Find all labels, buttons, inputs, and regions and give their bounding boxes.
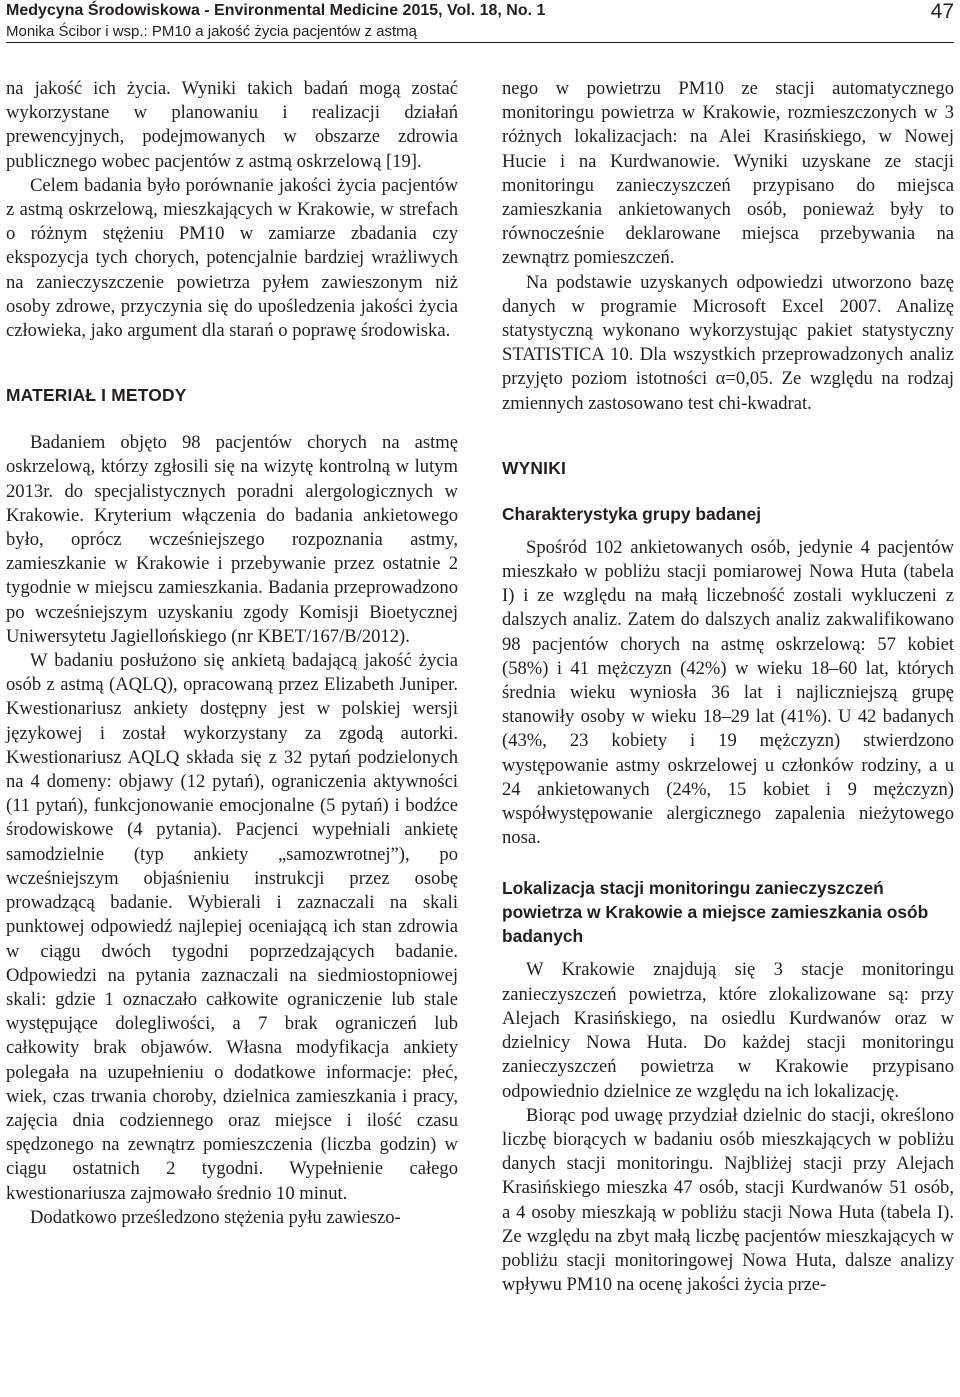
paragraph-intro-continued: na jakość ich życia. Wyniki takich badań mogą zostać wykorzystane w planowaniu i realizacji działań prewencyjnych, podejmowanych w obszarze zdrowia publicznego wobec pacjentów z astmą oskrzelową [19].: [6, 78, 458, 172]
paragraph-study-group: Badaniem objęto 98 pacjentów chorych na astmę oskrzelową, którzy zgłosili się na wizytę kontrolną w lutym 2013r. do specjalistycznych poradni alergologicznych w Krakowie. Kryterium włączenia do badania ankietowego było, oprócz wcześniejszego rozpoznania astmy, zamieszkanie w Krakowie i przebywanie przez ostatnie 2 tygodnie w miejscu zamieszkania. Badania przeprowadzono po wcześniejszym uzyskaniu zgody Komisji Bioetycznej Uniwersytetu Jagiellońskiego (nr KBET/167/B/2012).: [6, 432, 458, 647]
header-divider: [6, 42, 954, 43]
paragraph-statistics: Na podstawie uzyskanych odpowiedzi utworzono bazę danych w programie Microsoft Excel 2007. Analizę statystyczną wykonano wykorzystując pakiet statystyczny STATISTICA 10. Dla wszystkich przeprowadzonych analiz przyjęto poziom istotności α=0,05. Ze względu na rodzaj zmiennych zastosowano test chi-kwadrat.: [502, 271, 954, 414]
paragraph-monitoring-stations: nego w powietrzu PM10 ze stacji automatycznego monitoringu powietrza w Krakowie, rozmieszczonych w 3 różnych lokalizacjach: na Alei Krasińskiego, w Nowej Hucie i na Kurdwanowie. Wyniki uzyskane ze stacji monitoringu zanieczyszczeń przypisano do miejsca zamieszkania ankietowanych osób, ponieważ były to równocześnie deklarowane miejsca przebywania na zewnątrz pomieszczeń.: [502, 78, 954, 269]
subheading-station-location: Lokalizacja stacji monitoringu zanieczyszczeń powietrza w Krakowie a miejsce zamieszkania osób badanych: [502, 878, 929, 947]
paragraph-group-characteristics: Spośród 102 ankietowanych osób, jedynie 4 pacjentów mieszkało w pobliżu stacji pomiarowej Nowa Huta (tabela I) i ze względu na małą liczebność zostali wykluczeni z dalszych analiz. Zatem do dalszych analiz zakwalifikowano 98 pacjentów chorych na astmę oskrzelową: 57 kobiet (58%) i 41 mężczyzn (42%) w wieku 18–60 lat, których średnia wieku wyniosła 36 lat i najliczniejszą grupę stanowiły osoby w wieku 18–29 lat (41%). U 42 badanych (43%, 23 kobiety i 19 mężczyzn) stwierdzono występowanie astmy oskrzelowej u członków rodziny, a u 24 ankietowanych (24%, 15 kobiet i 9 mężczyzn) współwystępowanie alergicznego zapalenia nieżytowego nosa.: [502, 536, 954, 849]
left-column: [6, 77, 458, 1230]
paragraph-pm10-tracking: Dodatkowo prześledzono stężenia pyłu zawieszo-: [30, 1206, 401, 1228]
running-title: Monika Ścibor i wsp.: PM10 a jakość życia pacjentów z astmą: [6, 23, 417, 40]
paragraph-district-assignment: Biorąc pod uwagę przydział dzielnic do stacji, określono liczbę biorących w badaniu osób mieszkających w pobliżu danych stacji monitoringu. Najbliżej stacji przy Alejach Krasińskiego mieszka 47 osób, stacji Kurdwanów 51 osób, a 4 osoby mieszkają w pobliżu stacji Nowa Huta (tabela I). Ze względu na zbyt małą liczbę pacjentów mieszkających w pobliżu stacji monitoringowej Nowa Huta, dalsze analizy wpływu PM10 na ocenę jakości życia prze-: [502, 1104, 954, 1296]
section-heading-methods: MATERIAŁ I METODY: [6, 385, 187, 406]
running-header: [6, 0, 954, 44]
page-number: 47: [930, 0, 954, 23]
right-column: [502, 77, 954, 1297]
paragraph-stations-krakow: W Krakowie znajdują się 3 stacje monitoringu zanieczyszczeń powietrza, które zlokalizowane są: przy Alejach Krasińskiego, na osiedlu Kurdwanów oraz w dzielnicy Nowa Huta. Do każdej stacji monitoringu zanieczyszczeń powietrza w Krakowie przypisano odpowiednio dzielnice ze względu na ich lokalizację.: [502, 959, 954, 1102]
paragraph-aim: Celem badania było porównanie jakości życia pacjentów z astmą oskrzelową, mieszkających w Krakowie, w strefach o różnym stężeniu PM10 w zamiarze zbadania czy ekspozycja tych chorych, potencjalnie bardziej wrażliwych na zanieczyszczenie powietrza pyłem zawieszonym niż osoby zdrowe, przyczynia się do upośledzenia jakości życia człowieka, jako argument dla starań o poprawę środowiska.: [6, 174, 458, 342]
paragraph-questionnaire: W badaniu posłużono się ankietą badającą jakość życia osób z astmą (AQLQ), opracowaną przez Elizabeth Juniper. Kwestionariusz ankiety dostępny jest w polskiej wersji językowej i został wykorzystany za zgodą autorki. Kwestionariusz AQLQ składa się z 32 pytań podzielonych na 4 domeny: objawy (12 pytań), ograniczenia aktywności (11 pytań), funkcjonowanie emocjonalne (5 pytań) i bodźce środowiskowe (4 pytania). Pacjenci wypełniali ankietę samodzielnie (typ ankiety „samozwrotnej”), po wcześniejszym objaśnieniu instrukcji przez osobę prowadzącą badanie. Wybierali i zaznaczali na skali punktowej odpowiedź najlepiej oceniającą ich stan zdrowia w ciągu dwóch tygodni poprzedzających badanie. Odpowiedzi na pytania zaznaczali na siedmiostopniowej skali: gdzie 1 oznaczało całkowite ograniczenie lub stale występujące dolegliwości, a 7 brak ograniczeń lub całkowity brak objawów. Własna modyfikacja ankiety polegała na uzupełnieniu o dodatkowe informacje: płeć, wiek, czas trwania choroby, dzielnica zamieszkania i pracy, zajęcia dnia codziennego oraz miejsce i ilość czasu spędzonego na zewnątrz pomieszczenia (liczba godzin) w ciągu ostatnich 2 tygodni. Wypełnienie całego kwestionariusza zajmowało średnio 10 minut.: [6, 650, 458, 1204]
journal-title: Medycyna Środowiskowa - Environmental Medicine 2015, Vol. 18, No. 1: [6, 2, 546, 19]
section-heading-results: WYNIKI: [502, 457, 566, 478]
subheading-group-characteristics: Charakterystyka grupy badanej: [502, 503, 762, 524]
